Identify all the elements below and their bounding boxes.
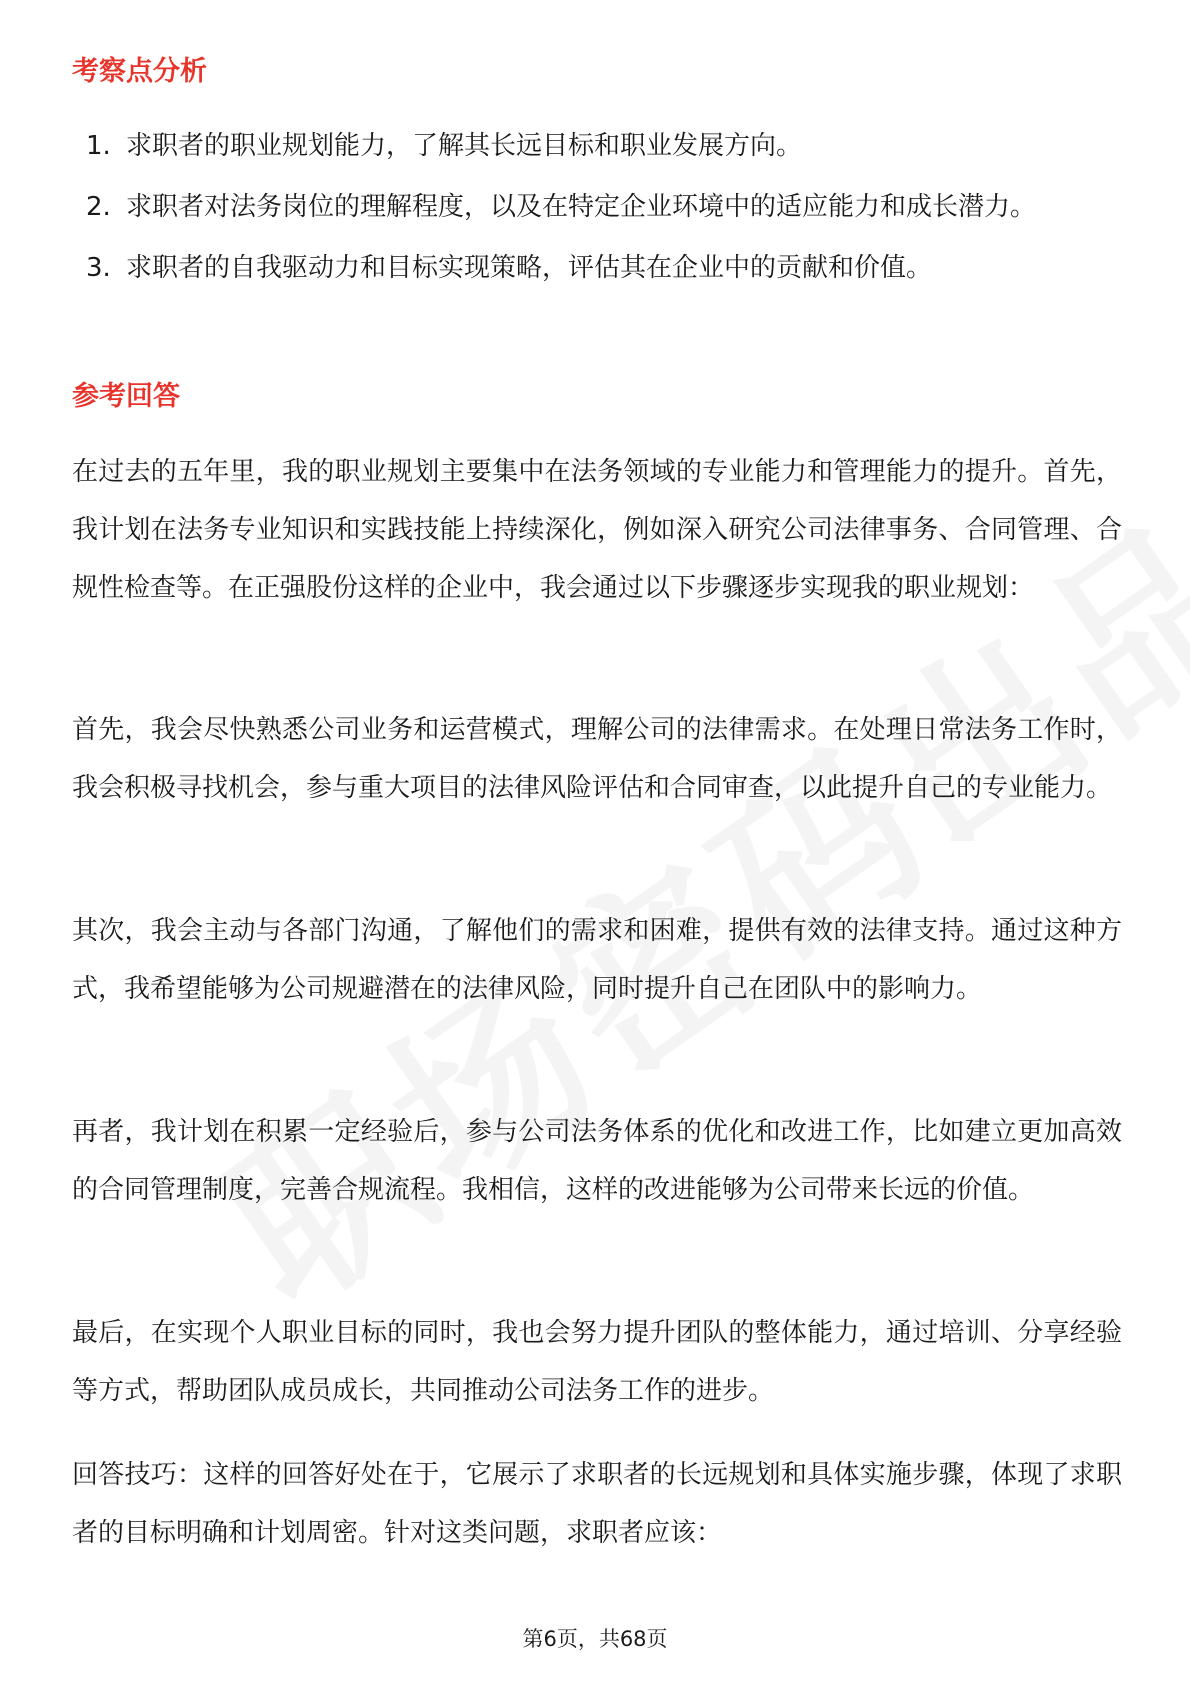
list-item: [72, 179, 1092, 236]
answer-paragraph: 首先，我会尽快熟悉公司业务和运营模式，理解公司的法律需求。在处理日常法务工作时，我会积极寻找机会，参与重大项目的法律风险评估和合同审查，以此提升自己的专业能力。: [72, 715, 1122, 803]
analysis-section-title: 考察点分析: [72, 56, 207, 87]
list-item: [72, 240, 1092, 297]
answer-paragraph: 最后，在实现个人职业目标的同时，我也会努力提升团队的整体能力，通过培训、分享经验等方式，帮助团队成员成长，共同推动公司法务工作的进步。: [72, 1318, 1122, 1406]
answer-paragraph: 再者，我计划在积累一定经验后，参与公司法务体系的优化和改进工作，比如建立更加高效的合同管理制度，完善合规流程。我相信，这样的改进能够为公司带来长远的价值。: [72, 1117, 1122, 1205]
answer-paragraph: 其次，我会主动与各部门沟通，了解他们的需求和困难，提供有效的法律支持。通过这种方式，我希望能够为公司规避潜在的法律风险，同时提升自己在团队中的影响力。: [72, 916, 1122, 1004]
list-item-text: 求职者的职业规划能力，了解其长远目标和职业发展方向。: [126, 131, 803, 161]
answer-tips-paragraph: 回答技巧：这样的回答好处在于，它展示了求职者的长远规划和具体实施步骤，体现了求职者的目标明确和计划周密。针对这类问题，求职者应该：: [72, 1460, 1122, 1548]
analysis-list: [72, 118, 1092, 301]
list-item-number: 2.: [86, 192, 111, 222]
list-item: [72, 118, 1092, 175]
answer-section-title: 参考回答: [72, 381, 180, 412]
answer-paragraph: 在过去的五年里，我的职业规划主要集中在法务领域的专业能力和管理能力的提升。首先，我计划在法务专业知识和实践技能上持续深化，例如深入研究公司法律事务、合同管理、合规性检查等。在正强股份这样的企业中，我会通过以下步骤逐步实现我的职业规划：: [72, 457, 1122, 603]
list-item-number: 1.: [86, 131, 111, 161]
list-item-text: 求职者的自我驱动力和目标实现策略，评估其在企业中的贡献和价值。: [126, 253, 933, 283]
list-item-number: 3.: [86, 253, 111, 283]
list-item-text: 求职者对法务岗位的理解程度，以及在特定企业环境中的适应能力和成长潜力。: [126, 192, 1037, 222]
page-number: 第6页，共68页: [522, 1627, 668, 1651]
